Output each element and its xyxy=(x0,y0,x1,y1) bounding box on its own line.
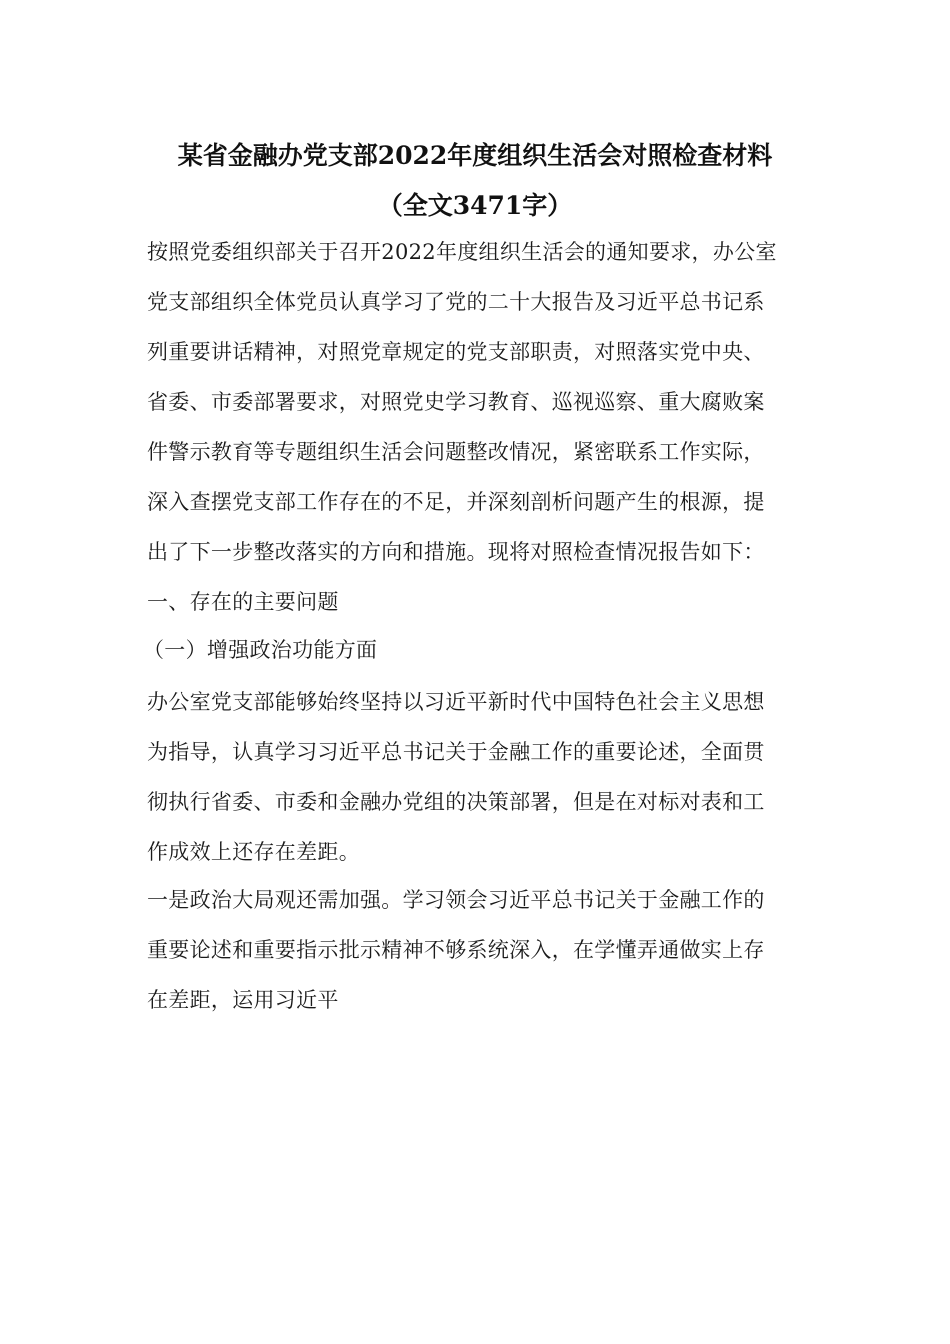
paragraph-line: 深入查摆党支部工作存在的不足，并深刻剖析问题产生的根源，提 xyxy=(147,490,765,514)
paragraph-line: 在差距，运用习近平 xyxy=(147,988,339,1012)
paragraph-line: 省委、市委部署要求，对照党史学习教育、巡视巡察、重大腐败案 xyxy=(147,390,765,414)
document-subtitle: （全文3471字） xyxy=(377,191,573,220)
paragraph-line: 重要论述和重要指示批示精神不够系统深入，在学懂弄通做实上存 xyxy=(147,938,765,962)
paragraph-line: 列重要讲话精神，对照党章规定的党支部职责，对照落实党中央、 xyxy=(147,340,765,364)
paragraph-line: 党支部组织全体党员认真学习了党的二十大报告及习近平总书记系 xyxy=(147,290,765,314)
paragraph-line: 一是政治大局观还需加强。学习领会习近平总书记关于金融工作的 xyxy=(147,888,765,912)
subsection-heading: （一）增强政治功能方面 xyxy=(143,638,378,662)
section-heading: 一、存在的主要问题 xyxy=(147,590,339,614)
paragraph-line: 为指导，认真学习习近平总书记关于金融工作的重要论述，全面贯 xyxy=(147,740,765,764)
paragraph-line: 彻执行省委、市委和金融办党组的决策部署，但是在对标对表和工 xyxy=(147,790,765,814)
paragraph-line: 办公室党支部能够始终坚持以习近平新时代中国特色社会主义思想 xyxy=(147,690,765,714)
paragraph-line: 按照党委组织部关于召开2022年度组织生活会的通知要求，办公室 xyxy=(147,240,777,264)
paragraph-line: 件警示教育等专题组织生活会问题整改情况，紧密联系工作实际， xyxy=(147,440,765,464)
paragraph-line: 出了下一步整改落实的方向和措施。现将对照检查情况报告如下： xyxy=(147,540,765,564)
document-title: 某省金融办党支部2022年度组织生活会对照检查材料 xyxy=(177,141,773,170)
paragraph-line: 作成效上还存在差距。 xyxy=(147,840,360,864)
